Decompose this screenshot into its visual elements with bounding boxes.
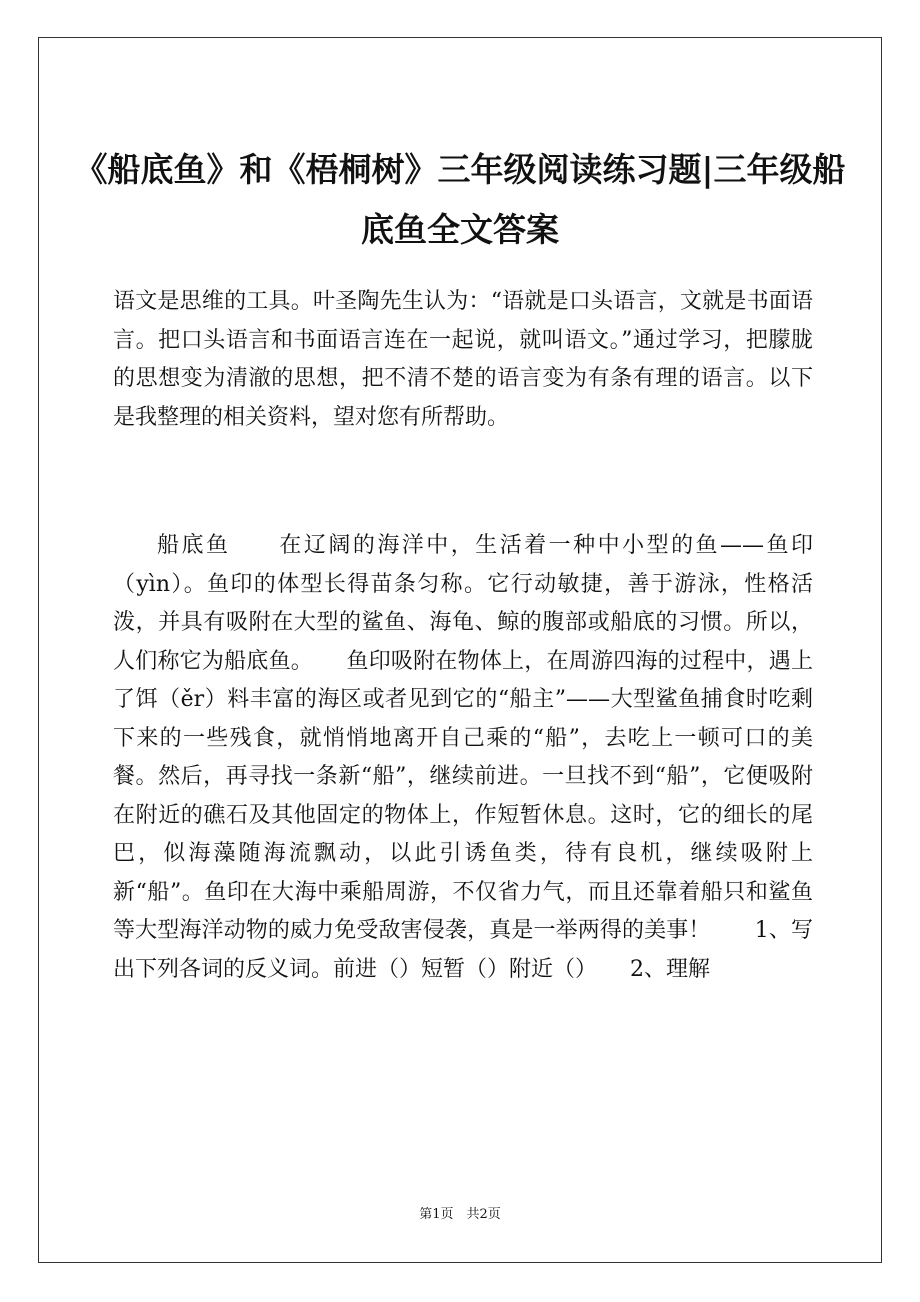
intro-paragraph: 语文是思维的工具。叶圣陶先生认为：“语就是口头语言，文就是书面语言。把口头语言和书面语言连在一起说，就叫语文。”通过学习，把朦胧的思想变为清澈的思想，把不清不楚的语言变为有条有理的语言。以下是我整理的相关资料，望对您有所帮助。: [113, 289, 813, 430]
page-footer: 第1页 共2页: [419, 1207, 501, 1222]
page-title: 《船底鱼》和《梧桐树》三年级阅读练习题|三年级船底鱼全文答案: [74, 150, 846, 249]
body-paragraph: 船底鱼 在辽阔的海洋中，生活着一种中小型的鱼——鱼印（yìn）。鱼印的体型长得苗条匀称。它行动敏捷，善于游泳，性格活泼，并具有吸附在大型的鲨鱼、海龟、鲸的腹部或船底的习惯。所以，人们称它为船底鱼。 鱼印吸附在物体上，在周游四海的过程中，遇上了饵（ěr）料丰富的海区或者见到它的“船主”——大型鲨鱼捕食时吃剩下来的一些残食，就悄悄地离开自己乘的“船”，去吃上一顿可口的美餐。然后，再寻找一条新“船”，继续前进。一旦找不到“船”，它便吸附在附近的礁石及其他固定的物体上，作短暂休息。这时，它的细长的尾巴，似海藻随海流飘动，以此引诱鱼类，待有良机，继续吸附上新“船”。鱼印在大海中乘船周游，不仅省力气，而且还靠着船只和鲨鱼等大型海洋动物的威力免受敌害侵袭，真是一举两得的美事！ 1、写出下列各词的反义词。前进（）短暂（）附近（） 2、理解: [113, 533, 813, 982]
